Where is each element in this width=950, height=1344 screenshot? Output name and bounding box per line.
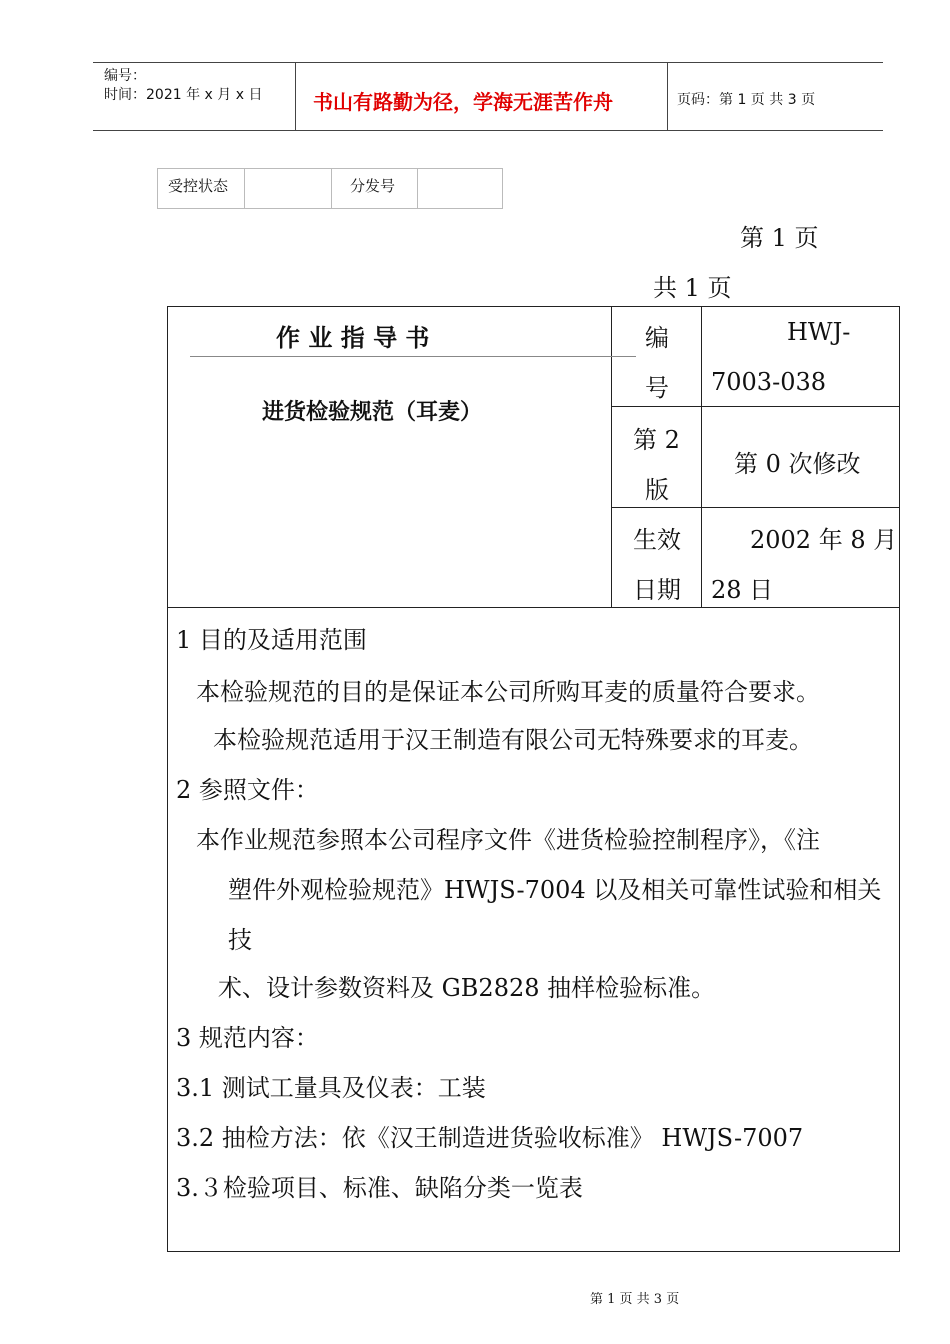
effective-date-2: 28 日 (711, 576, 774, 604)
header-motto: 书山有路勤为径，学海无涯苦作舟 (313, 90, 613, 114)
table-header-bottom-rule (167, 607, 900, 608)
section-1-heading: 1 目的及适用范围 (176, 626, 367, 654)
table-row-divider-2 (611, 507, 900, 508)
header-bottom-rule (93, 130, 883, 131)
footer-page-info: 第 1 页 共 3 页 (590, 1292, 680, 1307)
version-label-1: 第 2 (633, 426, 680, 454)
header-number-label: 编号： (104, 68, 146, 84)
section-2-line-3: 技 (228, 926, 252, 954)
table-row-divider-1 (611, 406, 900, 407)
effective-label-2: 日期 (633, 576, 681, 604)
section-2-line-1: 本作业规范参照本公司程序文件《进货检验控制程序》，《注 (196, 826, 820, 854)
section-3-1: 3.1 测试工量具及仪表：工装 (176, 1074, 486, 1102)
code-value-2: 7003-038 (711, 368, 826, 396)
header-divider-2 (667, 62, 668, 130)
header-page-info: 页码：第 1 页 共 3 页 (677, 92, 816, 108)
header-divider-1 (295, 62, 296, 130)
table-col-divider-1 (611, 306, 612, 608)
table-col-divider-2 (701, 306, 702, 608)
header-top-rule (93, 62, 883, 63)
effective-label-1: 生效 (633, 526, 681, 554)
section-1-paragraph-1: 本检验规范的目的是保证本公司所购耳麦的质量符合要求。 (196, 678, 820, 706)
effective-date-1: 2002 年 8 月 (750, 526, 898, 554)
section-1-paragraph-2: 本检验规范适用于汉王制造有限公司无特殊要求的耳麦。 (213, 726, 813, 754)
version-label-2: 版 (645, 476, 669, 504)
code-label-2: 号 (645, 374, 669, 402)
section-3-heading: 3 规范内容： (176, 1024, 319, 1052)
section-3-3: 3.３检验项目、标准、缺陷分类一览表 (176, 1174, 583, 1202)
doc-title: 进货检验规范（耳麦） (262, 400, 483, 425)
control-issue-label: 分发号 (332, 169, 418, 208)
control-issue-value (418, 169, 502, 208)
section-2-heading: 2 参照文件： (176, 776, 319, 804)
code-label-1: 编 (645, 324, 669, 352)
section-2-line-4: 术、设计参数资料及 GB2828 抽样检验标准。 (218, 974, 716, 1002)
header-time: 时间：2021 年 x 月 x 日 (104, 87, 263, 103)
control-status-label: 受控状态 (158, 169, 245, 208)
revision-value: 第 0 次修改 (734, 450, 861, 478)
page-number: 第 1 页 (740, 224, 819, 252)
control-status-value (245, 169, 332, 208)
section-3-2: 3.2 抽检方法：依《汉王制造进货验收标准》 HWJS-7007 (176, 1124, 804, 1152)
code-value-1: HWJ- (787, 318, 851, 346)
doc-type-heading: 作 业 指 导 书 (276, 324, 430, 352)
doc-type-underline (190, 356, 636, 357)
control-table (157, 168, 503, 209)
page-total: 共 1 页 (653, 274, 732, 302)
section-2-line-2: 塑件外观检验规范》HWJS-7004 以及相关可靠性试验和相关 (228, 876, 882, 904)
